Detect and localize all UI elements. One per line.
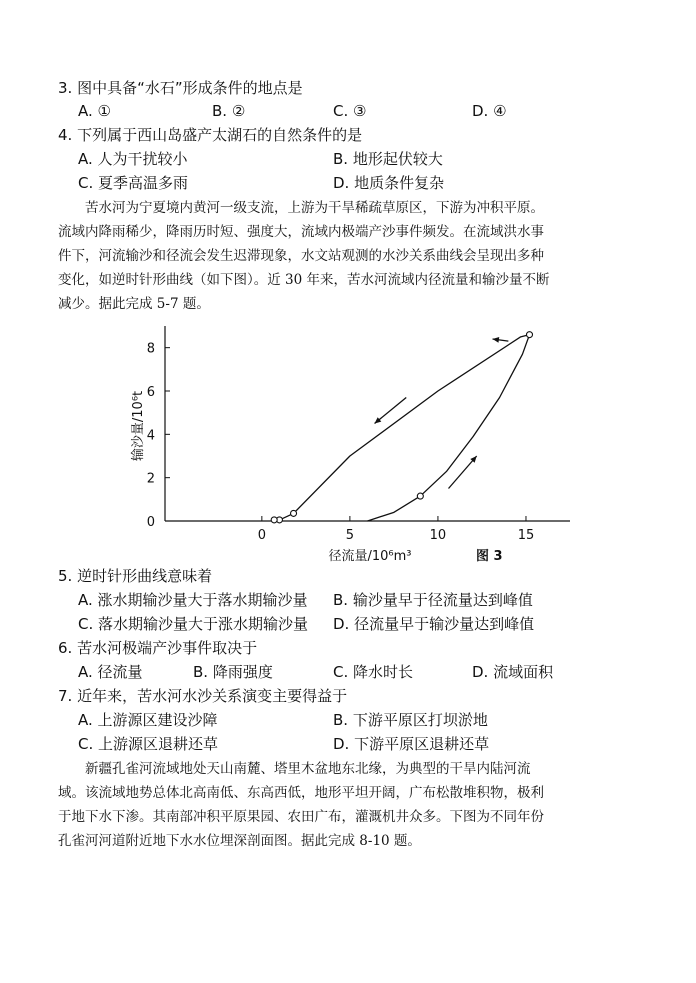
x-tick-label: 5 bbox=[345, 528, 355, 543]
q3-option-a: A. ① bbox=[78, 102, 111, 120]
q6-option-d: D. 流域面积 bbox=[472, 663, 554, 681]
passage-kongque-river bbox=[58, 757, 638, 853]
passage2-line: 于地下水下渗。其南部冲积平原果园、农田广布，灌溉机井众多。下图为不同年份 bbox=[58, 809, 544, 825]
data-point-marker bbox=[291, 510, 297, 516]
passage1-line: 减少。据此完成 5-7 题。 bbox=[58, 296, 210, 312]
question-3-stem: 3. 图中具备“水石”形成条件的地点是 bbox=[58, 79, 303, 97]
question-7-stem: 7. 近年来，苦水河水沙关系演变主要得益于 bbox=[58, 687, 348, 705]
hysteresis-loop-line bbox=[274, 335, 529, 521]
q4-option-a: A. 人为干扰较小 bbox=[78, 150, 188, 168]
data-point-marker bbox=[271, 517, 277, 523]
x-tick-label: 15 bbox=[517, 528, 535, 543]
passage2-line: 孔雀河河道附近地下水水位埋深剖面图。据此完成 8-10 题。 bbox=[58, 833, 421, 849]
sediment-runoff-chart bbox=[120, 316, 590, 570]
passage1-line: 变化，如逆时针形曲线（如下图）。近 30 年来，苦水河流域内径流量和输沙量不断 bbox=[58, 272, 550, 288]
q7-option-a: A. 上游源区建设沙障 bbox=[78, 711, 218, 729]
data-point-marker bbox=[417, 493, 423, 499]
q5-option-c: C. 落水期输沙量大于涨水期输沙量 bbox=[78, 615, 309, 633]
q7-option-b: B. 下游平原区打坝淤地 bbox=[333, 711, 488, 729]
q6-option-b: B. 降雨强度 bbox=[193, 663, 273, 681]
x-tick-label: 10 bbox=[429, 528, 447, 543]
y-tick-label: 2 bbox=[146, 471, 155, 487]
q6-option-a: A. 径流量 bbox=[78, 663, 143, 681]
question-4-stem: 4. 下列属于西山岛盛产太湖石的自然条件的是 bbox=[58, 126, 363, 144]
passage1-line: 流域内降雨稀少，降雨历时短、强度大，流域内极端产沙事件频发。在流域洪水事 bbox=[58, 224, 544, 240]
q5-option-a: A. 涨水期输沙量大于落水期输沙量 bbox=[78, 591, 308, 609]
q3-option-d: D. ④ bbox=[472, 102, 507, 120]
passage2-line: 域。该流域地势总体北高南低、东高西低，地形平坦开阔，广布松散堆积物，极利 bbox=[58, 785, 544, 801]
y-tick-label: 6 bbox=[146, 385, 155, 400]
rising-limb-arrow bbox=[449, 456, 477, 489]
figure-caption: 图 3 bbox=[476, 549, 503, 564]
q4-option-d: D. 地质条件复杂 bbox=[333, 174, 445, 192]
passage2-line: 新疆孔雀河流域地处天山南麓、塔里木盆地东北缘，为典型的干旱内陆河流 bbox=[85, 761, 531, 777]
question-6-stem: 6. 苦水河极端产沙事件取决于 bbox=[58, 639, 258, 657]
passage1-line: 件下，河流输沙和径流会发生迟滞现象，水文站观测的水沙关系曲线会呈现出多种 bbox=[58, 248, 544, 264]
q6-option-c: C. 降水时长 bbox=[333, 663, 414, 681]
question-5-stem: 5. 逆时针形曲线意味着 bbox=[58, 567, 213, 585]
y-tick-label: 8 bbox=[146, 341, 155, 357]
y-tick-label: 0 bbox=[146, 515, 155, 530]
passage1-line: 苦水河为宁夏境内黄河一级支流，上游为干旱稀疏草原区，下游为冲积平原。 bbox=[85, 200, 544, 216]
q5-option-b: B. 输沙量早于径流量达到峰值 bbox=[333, 591, 533, 609]
q4-option-c: C. 夏季高温多雨 bbox=[78, 174, 189, 192]
x-tick-label: 0 bbox=[257, 528, 266, 543]
data-point-marker bbox=[527, 332, 533, 338]
q7-option-c: C. 上游源区退耕还草 bbox=[78, 735, 219, 753]
q4-option-b: B. 地形起伏较大 bbox=[333, 150, 443, 168]
passage-kushui-river bbox=[58, 196, 638, 316]
q3-option-c: C. ③ bbox=[333, 102, 367, 120]
loop-top-arrow-head bbox=[493, 337, 500, 343]
chart-y-axis-label: 输沙量/10⁶t bbox=[131, 390, 146, 462]
q3-option-b: B. ② bbox=[212, 102, 246, 120]
q7-option-d: D. 下游平原区退耕还草 bbox=[333, 735, 490, 753]
chart-x-axis-label: 径流量/10⁶m³ bbox=[328, 549, 412, 564]
q5-option-d: D. 径流量早于输沙量达到峰值 bbox=[333, 615, 535, 633]
y-tick-label: 4 bbox=[146, 428, 155, 444]
